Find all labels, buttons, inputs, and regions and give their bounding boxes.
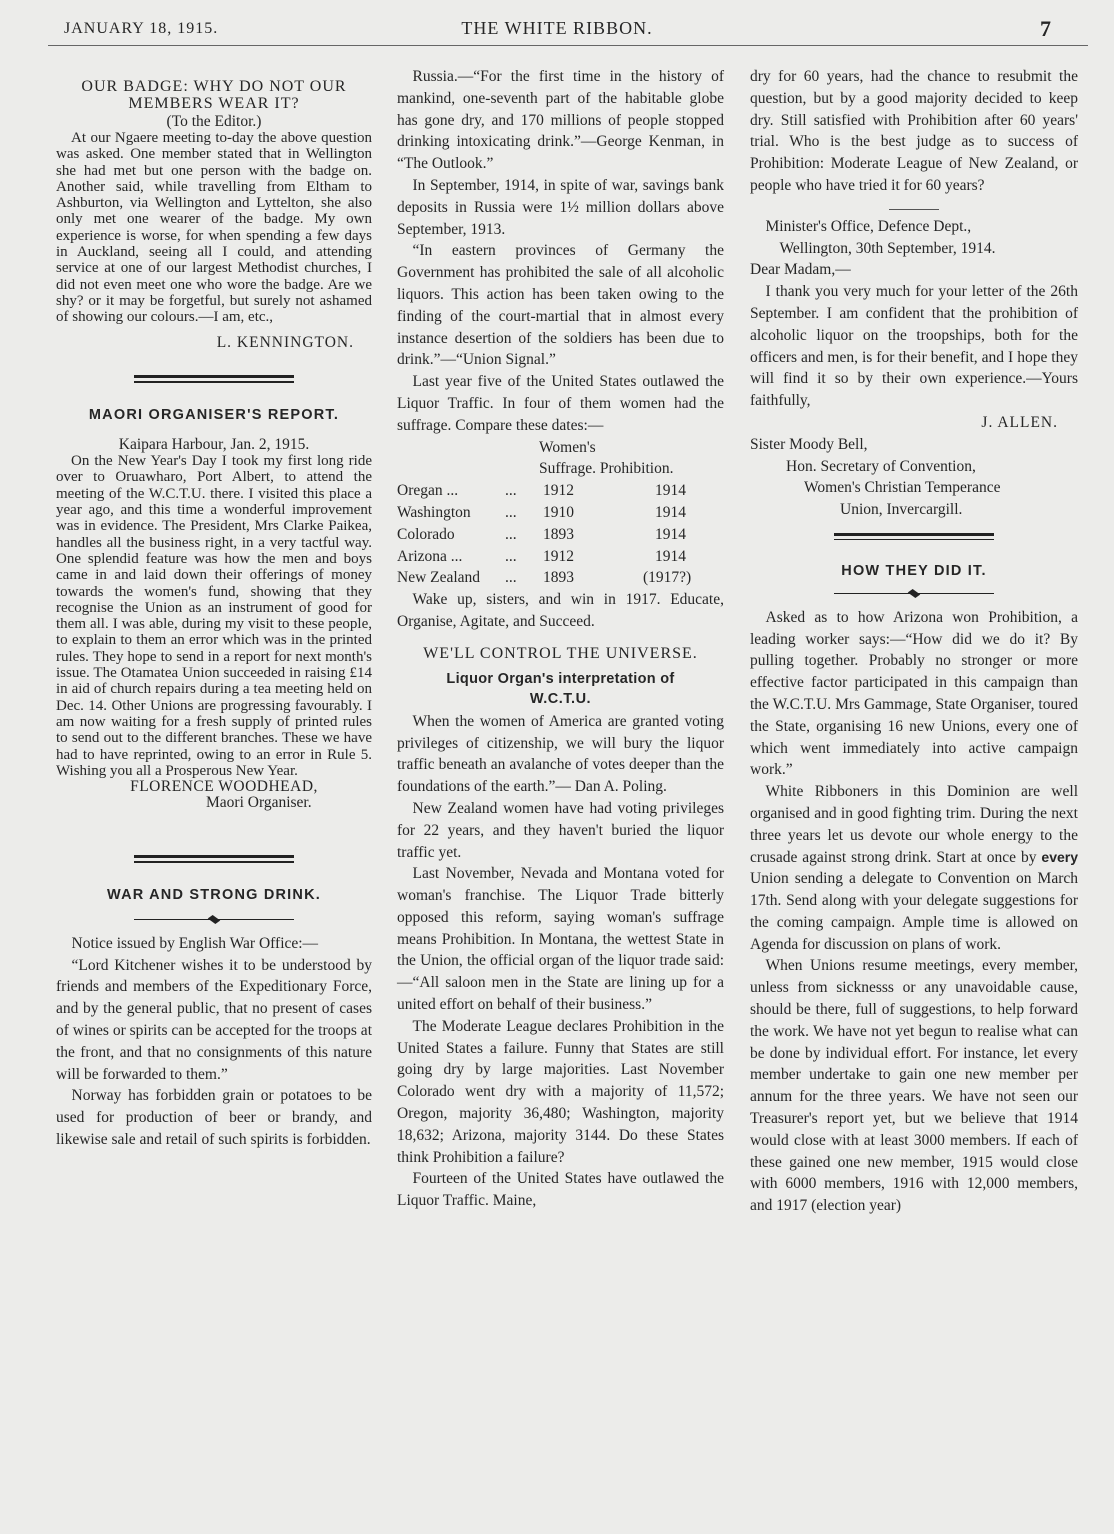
page-number: 7 xyxy=(1040,16,1051,41)
moderate-paragraph: The Moderate League declares Prohibition in the United States a failure. Funny that States are still going dry by large majorities. Last November Colorado went dry with a majority of 11,572; Oregon, majority 36,480; Washington, majority 18,632; Arizona, majority 3144. Do these States think Prohibition a failure? xyxy=(397,1017,724,1166)
dots-cell: ... xyxy=(505,547,517,565)
prohibition-cell: 1914 xyxy=(655,503,686,521)
prohibition-cell: 1914 xyxy=(655,547,686,565)
how-paragraph-3: When Unions resume meetings, every member, unless from sicknesss or any unavoidable cause, should be there, full of suggestions, to help forward the work. We have not yet begun to realise what can be done by individual effort. For instance, let every member undertake to gain one new member per annum for the three years. We have not seen our Treasurer's report yet, but we believe that 1914 would close with at least 3000 members. If each of these gained one new member, 1915 would close with 6000 members, 1916 with 12,000 members, and 1917 (election year) xyxy=(750,957,1078,1215)
column-1 xyxy=(56,66,372,1151)
universe-subtitle-2: W.C.T.U. xyxy=(529,690,592,707)
badge-subtitle: (To the Editor.) xyxy=(166,113,262,130)
maori-role: Maori Organiser. xyxy=(206,794,312,812)
section-divider xyxy=(134,375,294,383)
badge-signature: L. KENNINGTON. xyxy=(216,333,354,351)
suffrage-cell: 1893 xyxy=(543,525,574,543)
article-maori-report xyxy=(56,405,372,811)
table-row xyxy=(397,567,724,589)
nz-women-paragraph: New Zealand women have had voting privileges for 22 years, and they haven't buried the liquor traffic yet. xyxy=(397,799,724,861)
prohibition-cell: 1914 xyxy=(655,525,686,543)
universe-subtitle-1: Liquor Organ's interpretation of xyxy=(446,670,675,687)
addressee-location: Union, Invercargill. xyxy=(840,501,963,519)
maori-heading: MAORI ORGANISER'S REPORT. xyxy=(88,407,340,424)
letter-head-date: Wellington, 30th September, 1914. xyxy=(779,239,996,257)
header-suffrage: Suffrage. xyxy=(539,460,596,478)
how-heading: HOW THEY DID IT. xyxy=(841,562,987,579)
column-2 xyxy=(397,66,724,1212)
badge-title: OUR BADGE: WHY DO NOT OUR MEMBERS WEAR IT? xyxy=(81,78,347,112)
dots-cell: ... xyxy=(505,503,517,521)
war-norway: Norway has forbidden grain or potatoes to be used for production of beer or brandy, and likewise sale and retail of such spirits is forbidden. xyxy=(56,1087,372,1149)
suffrage-cell: 1910 xyxy=(543,503,574,521)
minister-letter xyxy=(750,216,1078,521)
dots-cell: ... xyxy=(505,525,517,543)
column-3 xyxy=(750,66,1078,1217)
article-badge xyxy=(56,66,372,353)
state-cell: Arizona ... xyxy=(397,547,463,565)
state-cell: Washington xyxy=(397,503,471,521)
suffrage-cell: 1912 xyxy=(543,482,574,500)
poling-attribution: Dan A. Poling. xyxy=(574,778,667,796)
war-intro: Notice issued by English War Office:— xyxy=(71,934,319,952)
when-women-paragraph xyxy=(397,711,724,798)
lastyear-paragraph: Last year five of the United States outlawed the Liquor Traffic. In four of them women had the suffrage. Compare these dates:— xyxy=(397,373,724,434)
how-paragraph-2 xyxy=(750,781,1078,955)
universe-title: WE'LL CONTROL THE UNIVERSE. xyxy=(423,644,698,662)
how-emphasis-every: every xyxy=(1041,848,1078,865)
suffrage-cell: 1912 xyxy=(543,547,574,565)
header-prohibition: Prohibition. xyxy=(599,460,674,478)
letter-salutation: Dear Madam,— xyxy=(750,261,851,279)
suffrage-table xyxy=(397,437,724,590)
maori-body: On the New Year's Day I took my first long ride over to Oruawharo, Port Albert, to attend the meeting of the W.C.T.U. there. I visited this place a year ago, and this time a wonderful improvement was in evidence. The President, Mrs Clarke Paikea, handles all the business right, in a very tactful way. One splendid feature was how the men and boys came in and laid down their offerings of money towards the women's fund, showing that they recognise the Union as an instrument of good for them all. I was able, during my visit to these people, to explain to them an error which was in the printed rules. They hope to send in a report for next month's issue. The Otamatea Union succeeded in raising £14 in aid of church repairs during a tea meeting held on Dec. 14. Other Unions are progressing favourably. I am now waiting for a fresh supply of printed rules to send out to the different branches. These we have had to have reprinted, owing to an error in Rule 5. Wishing you all a Prosperous New Year. xyxy=(56,453,372,779)
letter-signature: J. ALLEN. xyxy=(981,413,1058,431)
state-cell: New Zealand xyxy=(397,569,481,587)
germany-paragraph: “In eastern provinces of Germany the Government has prohibited the sale of all alcoholic liquors. This action has been taken owing to the finding of the court-martial that in almost every instance desertion of the soldiers has been due to drink.”—“Union Signal.” xyxy=(397,242,724,369)
state-cell: Colorado xyxy=(397,525,455,543)
september-paragraph: In September, 1914, in spite of war, savings bank deposits in Russia were 1½ million dollars above September, 1913. xyxy=(397,176,724,238)
section-divider xyxy=(834,533,994,541)
wakeup-paragraph: Wake up, sisters, and win in 1917. Educate, Organise, Agitate, and Succeed. xyxy=(397,591,724,630)
maori-dateline: Kaipara Harbour, Jan. 2, 1915. xyxy=(118,436,310,454)
state-cell: Oregan ... xyxy=(397,482,459,500)
how-paragraph-1: Asked as to how Arizona won Prohibition, a leading worker says:—“How did we do it? By pulling together. Probably no stronger or more effective factor participated in this campaign than the W.C.T.U. Mrs Gammage, State Organiser, toured the State, organising 16 new Unions, every one of which went immediately into active campaign work.” xyxy=(750,608,1078,779)
short-divider xyxy=(889,209,939,210)
fourteen-paragraph: Fourteen of the United States have outlawed the Liquor Traffic. Maine, xyxy=(397,1170,724,1210)
prohibition-cell: 1914 xyxy=(655,482,686,500)
maine-continuation: dry for 60 years, had the chance to resubmit the question, but by a good majority decided to keep dry. Still satisfied with Prohibition after 60 years' trial. Who is the best judge as to success of Prohibition: Moderate League of New Zealand, or people who have tried it for 60 years? xyxy=(750,68,1078,194)
letter-body: I thank you very much for your letter of the 26th September. I am confident that the prohibition of alcoholic liquor on the troopships, both for the officers and men, is for their benefit, and I hope they will find it so by their own experience.—Yours faithfully, xyxy=(750,283,1078,410)
prohibition-cell: (1917?) xyxy=(643,569,692,587)
table-row xyxy=(397,480,724,502)
addressee-org: Women's Christian Temperance xyxy=(804,479,1001,497)
header-rule xyxy=(48,45,1088,46)
table-row xyxy=(397,524,724,546)
war-heading: WAR AND STRONG DRINK. xyxy=(107,887,321,904)
nevada-paragraph: Last November, Nevada and Montana voted for woman's franchise. The Liquor Trade bitterly opposed this reform, saying woman's suffrage means Prohibition. In Montana, the wettest State in the Union, the official organ of the liquor trade said:—“All saloon men in the State are lining up for a united effort on behalf of their business.” xyxy=(397,865,724,1014)
dots-cell: ... xyxy=(505,482,517,500)
addressee-title: Hon. Secretary of Convention, xyxy=(786,457,976,475)
section-divider xyxy=(134,855,294,863)
issue-date: JANUARY 18, 1915. xyxy=(64,20,219,37)
article-how-they-did-it xyxy=(750,561,1078,1217)
how-paragraph-2-a: White Ribboners in this Dominion are well organised and in good fighting trim. During the next three years let us devote our whole energy to the crusade against strong drink. Start at once by xyxy=(750,783,1078,866)
ornament-divider xyxy=(134,915,294,925)
suffrage-cell: 1893 xyxy=(543,569,574,587)
badge-body: At our Ngaere meeting to-day the above question was asked. One member stated that in Wellington she had met but one person with the badge on. Another said, while travelling from Eltham to Ashburton, via Wellington and Lyttelton, she also only met one wearer of the badge. My own experience is worse, for when spending a few days in Auckland, seeing all I could, and attending service at one of our largest Methodist churches, I did not even meet one who wore the badge. Are we shy? or it may be forgetful, but surely not ashamed of showing our colours.—I am, etc., xyxy=(56,130,372,326)
war-quote: “Lord Kitchener wishes it to be understood by friends and members of the Expeditionary Force, and by the general public, that no present of cases of wines or spirits can be accepted for the troops at the front, and that no consignments of this nature will be forwarded to them.” xyxy=(56,956,372,1083)
table-row xyxy=(397,502,724,524)
when-women-text: When the women of America are granted voting privileges of citizenship, we will bury the liquor traffic beneath an avalanche of votes deeper than the foundations of the earth.”— xyxy=(397,712,724,796)
addressee-name: Sister Moody Bell, xyxy=(750,435,868,453)
letter-head-office: Minister's Office, Defence Dept., xyxy=(765,217,972,235)
how-paragraph-2-b: Union sending a delegate to Convention on March 17th. Send along with your delegate suggestions for the coming campaign. Ample time is allowed on Agenda for discussion on plans of work. xyxy=(750,870,1078,953)
page-header xyxy=(0,0,1114,48)
russia-paragraph: Russia.—“For the first time in the history of mankind, one-seventh part of the habitable globe has gone dry, and 170 millions of people stopped drinking intoxicating drink.”—George Kenman, in “The Outlook.” xyxy=(397,68,724,173)
dots-cell: ... xyxy=(505,569,517,587)
maori-signature: FLORENCE WOODHEAD, xyxy=(130,778,318,796)
table-row xyxy=(397,546,724,568)
table-header-womens: Women's xyxy=(539,438,596,456)
article-war-drink xyxy=(56,885,372,1151)
publication-title: THE WHITE RIBBON. xyxy=(461,18,653,38)
ornament-divider xyxy=(834,589,994,599)
table-header-columns xyxy=(539,458,724,480)
